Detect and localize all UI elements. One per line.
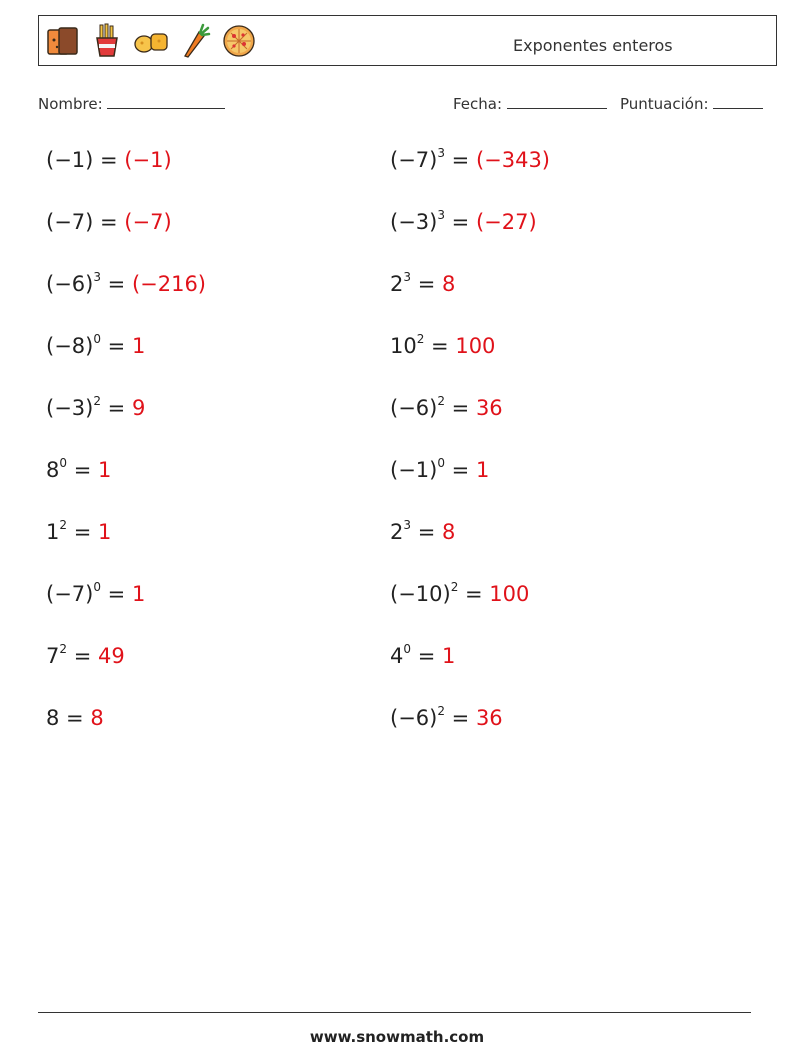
problem-answer: 1 [97, 458, 112, 482]
name-field [38, 94, 225, 113]
problem-answer: 49 [97, 644, 125, 668]
problem-answer: 8 [441, 520, 456, 544]
problem-exponent: 3 [437, 208, 445, 222]
equals-sign: = [93, 148, 125, 172]
problem-item [390, 396, 503, 420]
problem-exponent: 2 [59, 642, 68, 656]
carrot-icon [177, 22, 213, 60]
problem-exponent: 3 [437, 146, 445, 160]
problem-base: (−3) [46, 396, 94, 420]
problem-item [46, 334, 145, 358]
problem-base: 7 [46, 644, 60, 668]
problem-item [390, 706, 503, 730]
problem-base: (−7) [46, 210, 94, 234]
equals-sign: = [458, 582, 490, 606]
problem-item [46, 272, 206, 296]
problem-exponent: 0 [437, 456, 445, 470]
problem-item [390, 458, 489, 482]
problem-item [390, 148, 550, 172]
equals-sign: = [67, 644, 98, 668]
problem-answer: 100 [455, 334, 496, 358]
problem-item [390, 582, 529, 606]
footer-url: www.snowmath.com [309, 1028, 485, 1046]
problem-item [390, 272, 455, 296]
problem-item [46, 458, 111, 482]
problem-base: (−6) [390, 396, 438, 420]
equals-sign: = [67, 458, 98, 482]
problem-item [46, 644, 125, 668]
equals-sign: = [424, 334, 456, 358]
problem-answer: 36 [475, 706, 503, 730]
problem-exponent: 3 [93, 270, 101, 284]
problem-item [390, 210, 537, 234]
problem-exponent: 0 [93, 580, 101, 594]
worksheet-header [38, 15, 777, 66]
problem-answer: 1 [131, 582, 146, 606]
equals-sign: = [444, 396, 476, 420]
problem-answer: 9 [131, 396, 146, 420]
problem-item [46, 396, 145, 420]
problem-base: 2 [390, 520, 404, 544]
problem-item [46, 148, 172, 172]
problem-answer: (−27) [475, 210, 537, 234]
equals-sign: = [444, 210, 476, 234]
equals-sign: = [100, 334, 132, 358]
problem-exponent: 0 [93, 332, 101, 346]
problem-exponent: 0 [59, 456, 68, 470]
name-label: Nombre: [38, 95, 103, 113]
problem-base: (−8) [46, 334, 94, 358]
problem-item [390, 644, 455, 668]
problem-exponent: 3 [403, 518, 412, 532]
problem-base: (−10) [390, 582, 451, 606]
problem-base: 10 [390, 334, 417, 358]
problem-answer: 1 [441, 644, 456, 668]
equals-sign: = [100, 396, 132, 420]
equals-sign: = [59, 706, 91, 730]
problem-exponent: 2 [437, 394, 445, 408]
problem-item [390, 334, 495, 358]
problem-base: 8 [46, 706, 60, 730]
problem-answer: 8 [90, 706, 104, 730]
problem-base: (−6) [46, 272, 94, 296]
problem-item [46, 706, 104, 730]
problem-item [46, 210, 172, 234]
problem-item [46, 520, 111, 544]
problem-answer: 1 [475, 458, 490, 482]
equals-sign: = [444, 458, 476, 482]
problem-base: 1 [46, 520, 60, 544]
problem-item [46, 582, 145, 606]
problem-exponent: 0 [403, 642, 412, 656]
problem-base: (−3) [390, 210, 438, 234]
problem-answer: (−7) [124, 210, 172, 234]
problem-answer: 36 [475, 396, 503, 420]
problem-base: (−7) [390, 148, 438, 172]
equals-sign: = [67, 520, 98, 544]
score-blank[interactable] [713, 94, 763, 109]
problem-exponent: 2 [59, 518, 68, 532]
problem-answer: 1 [131, 334, 146, 358]
problem-base: (−7) [46, 582, 94, 606]
problem-base: 8 [46, 458, 60, 482]
problem-exponent: 2 [450, 580, 459, 594]
problem-base: (−1) [46, 148, 94, 172]
equals-sign: = [411, 644, 442, 668]
problem-base: 2 [390, 272, 404, 296]
date-field [453, 94, 607, 113]
bread-icon [45, 22, 81, 60]
food-icons [45, 22, 257, 60]
equals-sign: = [411, 520, 442, 544]
equals-sign: = [444, 706, 476, 730]
problem-answer: 8 [441, 272, 456, 296]
problem-item [390, 520, 455, 544]
equals-sign: = [100, 582, 132, 606]
problem-answer: (−343) [475, 148, 551, 172]
fries-icon [89, 22, 125, 60]
problem-answer: 100 [489, 582, 530, 606]
name-blank[interactable] [107, 94, 225, 109]
equals-sign: = [93, 210, 125, 234]
problem-base: (−6) [390, 706, 438, 730]
problem-answer: (−216) [131, 272, 207, 296]
score-label: Puntuación: [620, 95, 709, 113]
equals-sign: = [100, 272, 132, 296]
date-blank[interactable] [507, 94, 607, 109]
equals-sign: = [411, 272, 442, 296]
problem-base: (−1) [390, 458, 438, 482]
footer-divider [38, 1012, 751, 1013]
equals-sign: = [444, 148, 476, 172]
pizza-icon [221, 22, 257, 60]
problem-answer: 1 [97, 520, 112, 544]
date-label: Fecha: [453, 95, 503, 113]
worksheet-title: Exponentes enteros [513, 36, 673, 55]
problem-base: 4 [390, 644, 404, 668]
problem-exponent: 2 [437, 704, 445, 718]
problem-answer: (−1) [124, 148, 172, 172]
problem-exponent: 2 [93, 394, 101, 408]
score-field [620, 94, 763, 113]
cheese-icon [133, 22, 169, 60]
problem-exponent: 2 [416, 332, 425, 346]
problem-exponent: 3 [403, 270, 412, 284]
